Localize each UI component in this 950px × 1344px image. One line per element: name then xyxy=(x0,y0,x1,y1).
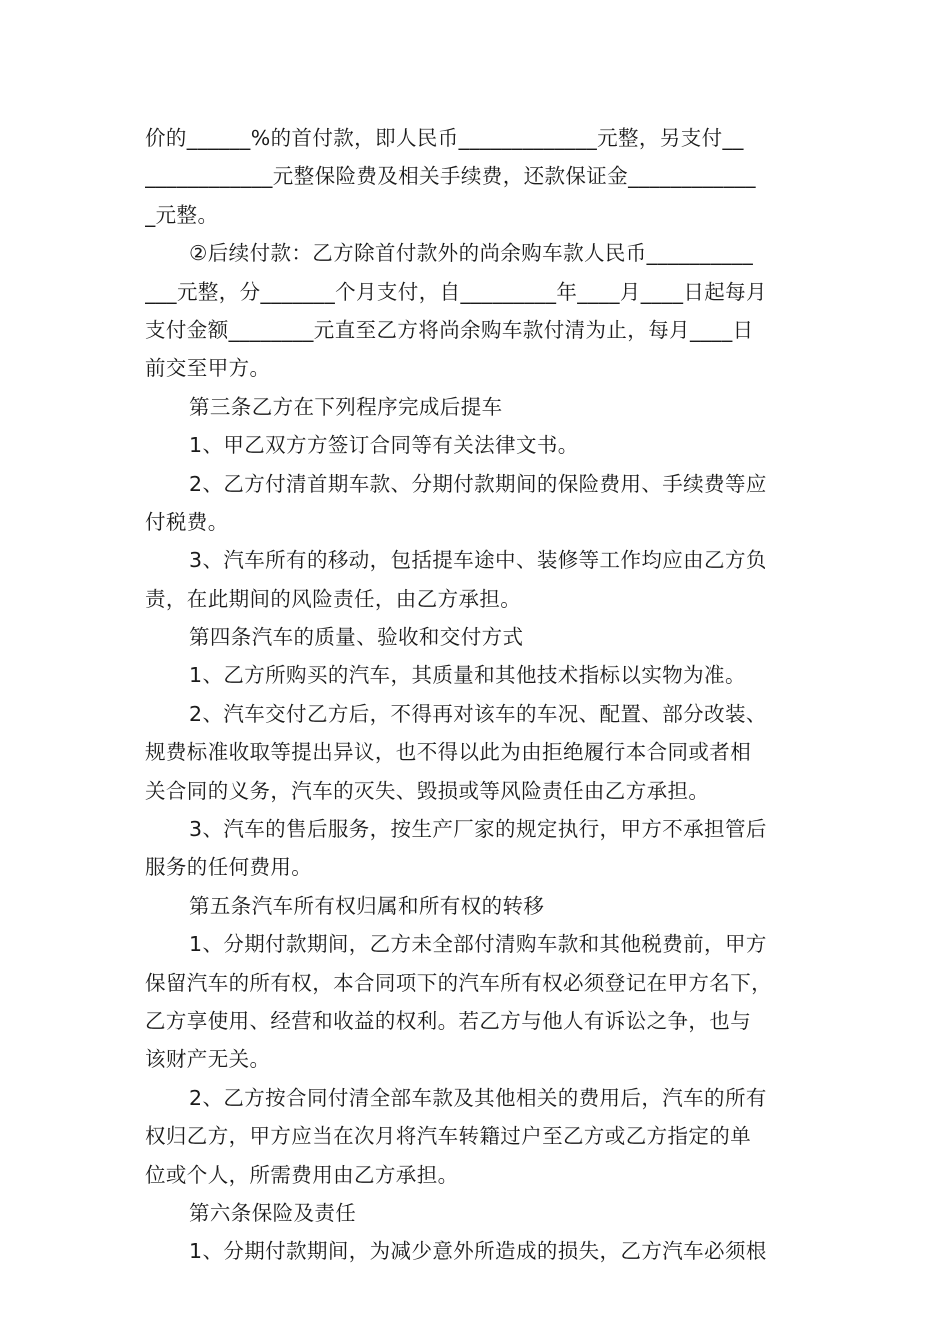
section-heading: 第六条保险及责任 xyxy=(189,1200,357,1225)
section-heading: 第四条汽车的质量、验收和交付方式 xyxy=(189,625,524,650)
text-line: 乙方享使用、经营和收益的权利。若乙方与他人有诉讼之争，也与 xyxy=(145,1008,752,1033)
text-line: 2、乙方按合同付清全部车款及其他相关的费用后，汽车的所有 xyxy=(189,1085,767,1110)
text-line: 该财产无关。 xyxy=(145,1047,271,1072)
text-line: 1、分期付款期间，乙方未全部付清购车款和其他税费前，甲方 xyxy=(189,932,767,957)
text-line: 1、分期付款期间，为减少意外所造成的损失，乙方汽车必须根 xyxy=(189,1239,767,1264)
text-line: 服务的任何费用。 xyxy=(145,855,313,880)
text-line: 1、甲乙双方方签订合同等有关法律文书。 xyxy=(189,433,579,458)
text-line: 责，在此期间的风险责任，由乙方承担。 xyxy=(145,586,522,611)
section-heading: 第三条乙方在下列程序完成后提车 xyxy=(189,394,503,419)
text-line: ____________元整保险费及相关手续费，还款保证金____________ xyxy=(145,164,756,189)
text-line: 前交至甲方。 xyxy=(145,356,271,381)
text-line: 1、乙方所购买的汽车，其质量和其他技术指标以实物为准。 xyxy=(189,663,746,688)
text-line: 3、汽车的售后服务，按生产厂家的规定执行，甲方不承担管后 xyxy=(189,817,767,842)
text-line: _元整。 xyxy=(145,202,219,227)
text-line: 权归乙方，甲方应当在次月将汽车转籍过户至乙方或乙方指定的单 xyxy=(145,1124,752,1149)
text-line: 关合同的义务，汽车的灭失、毁损或等风险责任由乙方承担。 xyxy=(145,778,710,803)
section-heading: 第五条汽车所有权归属和所有权的转移 xyxy=(189,893,545,918)
text-line: 付税费。 xyxy=(145,509,229,534)
text-line: 规费标准收取等提出异议，也不得以此为由拒绝履行本合同或者相 xyxy=(145,740,752,765)
text-line: 3、汽车所有的移动，包括提车途中、装修等工作均应由乙方负 xyxy=(189,548,767,573)
document-body xyxy=(145,119,810,1271)
text-line: ___元整，分_______个月支付，自_________年____月____日起每月 xyxy=(145,279,767,304)
text-line: 价的______%的首付款，即人民币_____________元整，另支付__ xyxy=(145,126,744,150)
text-line: 2、乙方付清首期车款、分期付款期间的保险费用、手续费等应 xyxy=(189,471,767,496)
text-line: 2、汽车交付乙方后，不得再对该车的车况、配置、部分改装、 xyxy=(189,701,767,726)
text-line: 保留汽车的所有权，本合同项下的汽车所有权必须登记在甲方名下， xyxy=(145,970,772,995)
text-line: ②后续付款：乙方除首付款外的尚余购车款人民币__________ xyxy=(189,241,754,266)
text-line: 位或个人，所需费用由乙方承担。 xyxy=(145,1162,459,1187)
text-line: 支付金额________元直至乙方将尚余购车款付清为止，每月____日 xyxy=(145,317,754,342)
